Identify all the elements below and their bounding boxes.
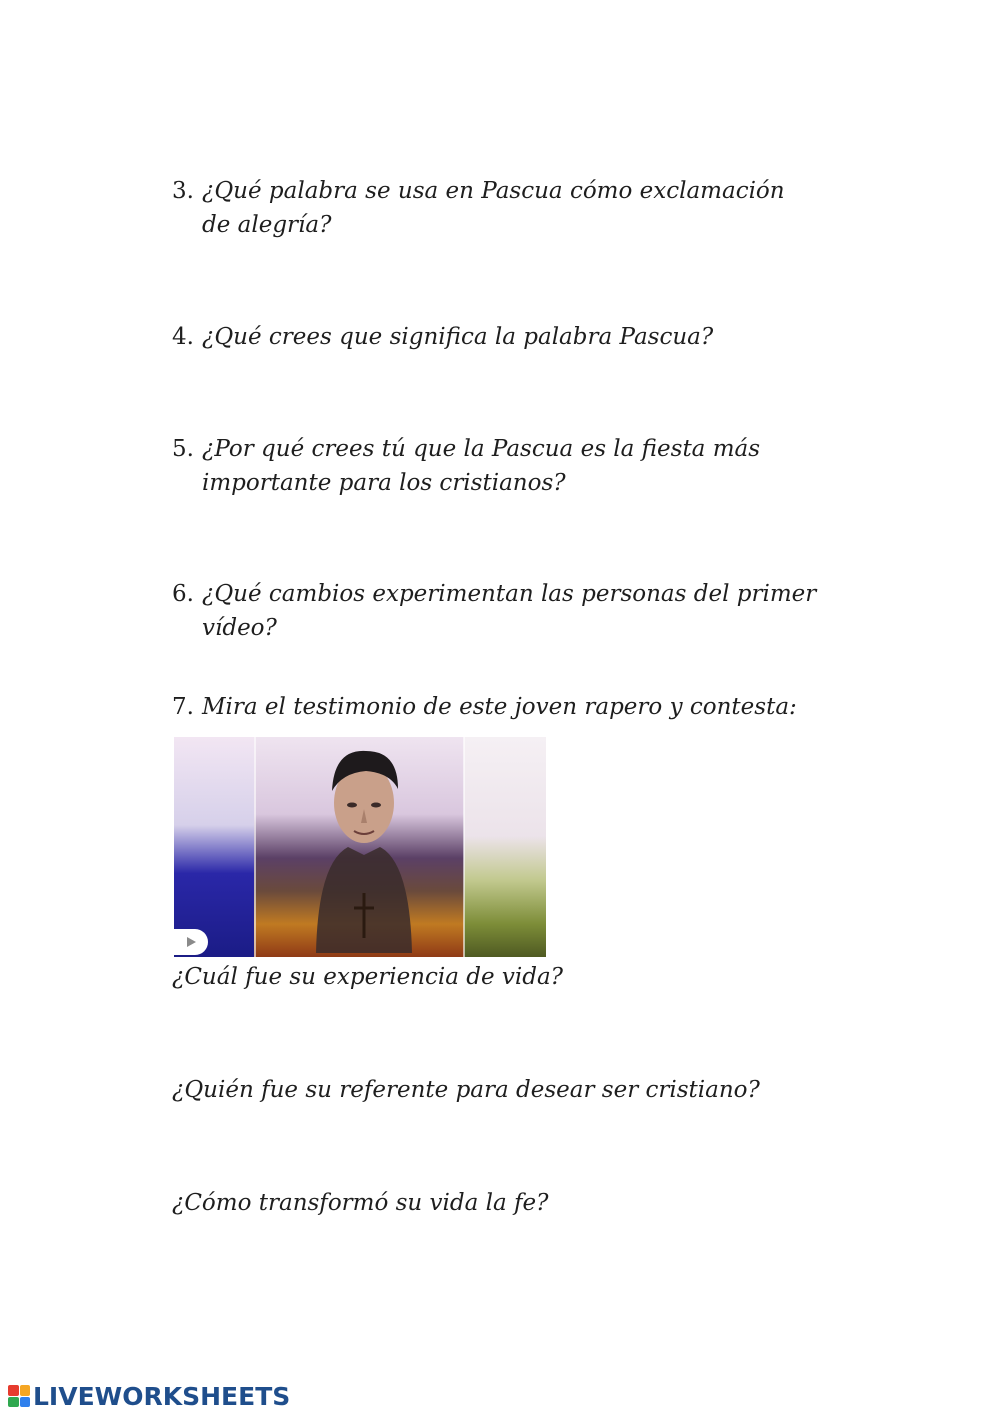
question-number: 4. [172, 324, 194, 350]
logo-square [20, 1397, 31, 1408]
play-icon [185, 936, 197, 948]
question-number: 6. [172, 581, 194, 607]
question-text: ¿Qué palabra se usa en Pascua cómo exclamación de alegría? [202, 178, 785, 238]
logo-mark-icon [8, 1385, 30, 1407]
question-4 [172, 320, 812, 354]
panel-divider [463, 737, 465, 957]
question-7 [172, 690, 812, 724]
subquestion-role-model: ¿Quién fue su referente para desear ser cristiano? [172, 1077, 760, 1103]
logo-square [20, 1385, 31, 1396]
question-text: ¿Por qué crees tú que la Pascua es la fiesta más importante para los cristianos? [202, 436, 761, 496]
question-text: Mira el testimonio de este joven rapero y contesta: [202, 694, 797, 720]
subquestion-life-experience: ¿Cuál fue su experiencia de vida? [172, 964, 564, 990]
thumbnail-left-panel [174, 737, 254, 957]
question-number: 7. [172, 694, 194, 720]
panel-divider [254, 737, 256, 957]
question-number: 3. [172, 178, 194, 204]
question-number: 5. [172, 436, 194, 462]
young-man-portrait [314, 743, 414, 953]
question-5 [172, 432, 872, 500]
subquestion-faith-transformation: ¿Cómo transformó su vida la fe? [172, 1190, 549, 1216]
thumbnail-right-panel [464, 737, 546, 957]
play-button[interactable] [174, 929, 208, 955]
logo-square [8, 1397, 19, 1408]
video-thumbnail[interactable] [174, 737, 546, 957]
question-text: ¿Qué cambios experimentan las personas del primer vídeo? [202, 581, 817, 641]
logo-text: LIVEWORKSHEETS [33, 1381, 291, 1411]
question-6 [172, 577, 892, 645]
liveworksheets-logo [8, 1382, 290, 1410]
question-3 [172, 174, 812, 242]
logo-square [8, 1385, 19, 1396]
question-text: ¿Qué crees que significa la palabra Pascua? [202, 324, 714, 350]
